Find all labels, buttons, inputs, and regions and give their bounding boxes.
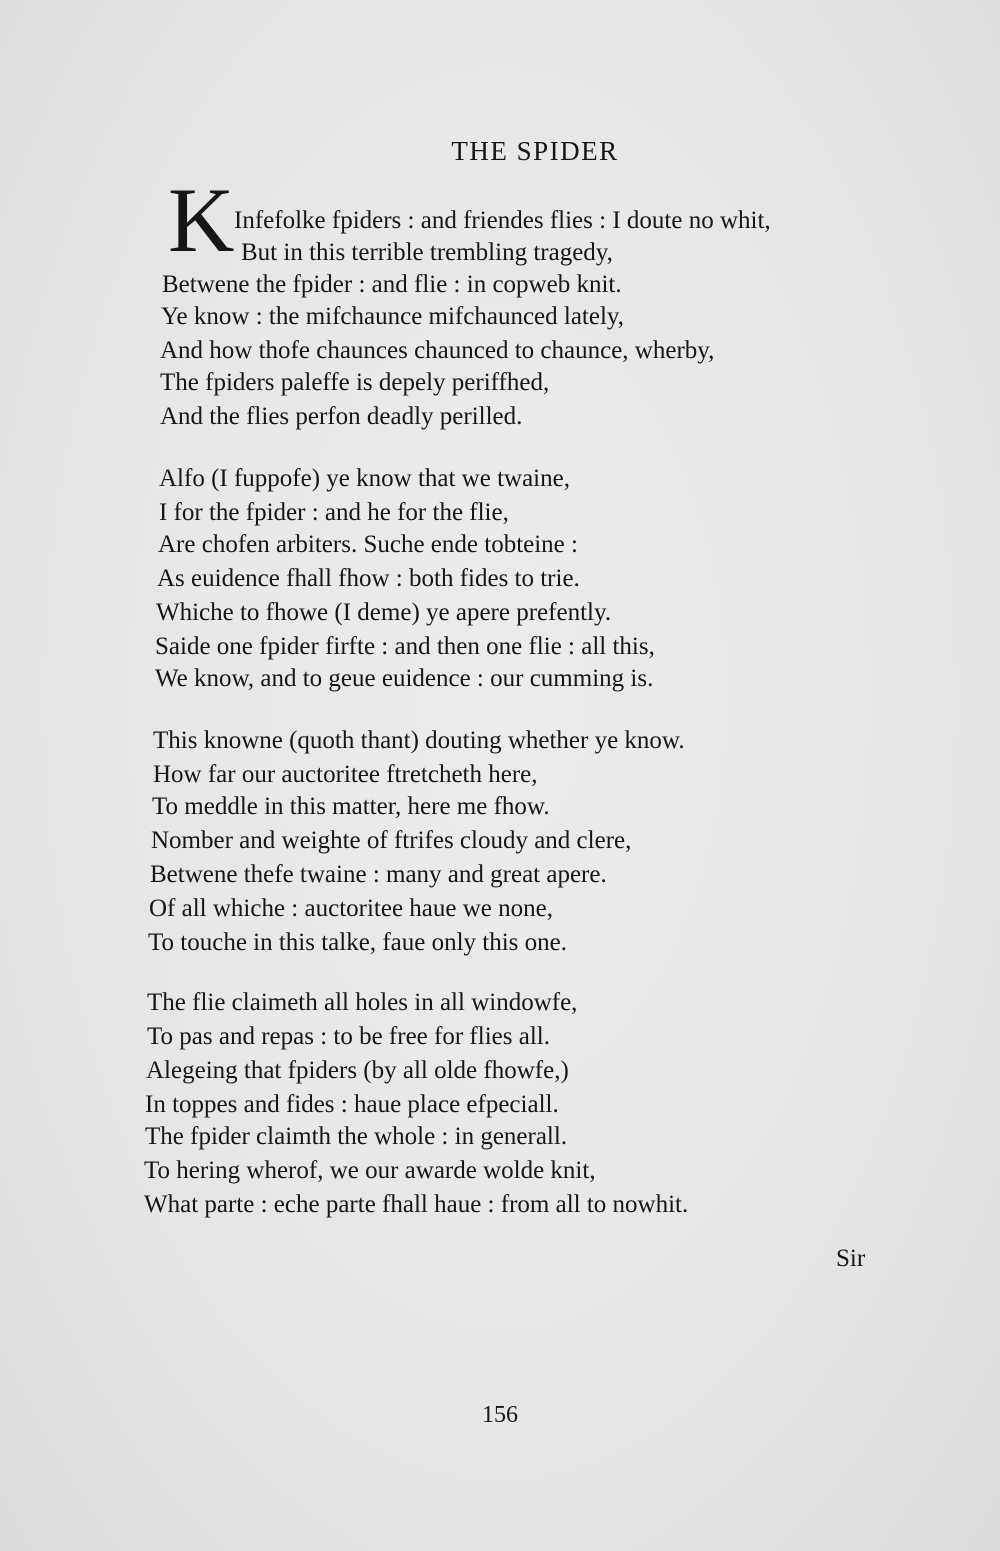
poem-line: To touche in this talke, faue only this one. xyxy=(148,929,567,956)
poem-line: Alfo (I fuppofe) ye know that we twaine, xyxy=(159,465,570,492)
poem-line: To meddle in this matter, here me fhow. xyxy=(152,793,550,820)
poem-line: Alegeing that fpiders (by all olde fhowfe,) xyxy=(146,1057,569,1084)
poem-line: Infefolke fpiders : and friendes flies : I doute no whit, xyxy=(234,207,771,234)
poem-line: I for the fpider : and he for the flie, xyxy=(159,499,509,526)
poem-line: How far our auctoritee ftretcheth here, xyxy=(153,761,538,788)
poem-line: We know, and to geue euidence : our cumming is. xyxy=(155,665,654,692)
catchword: Sir xyxy=(836,1245,866,1272)
poem-line: Ye know : the mifchaunce mifchaunced lately, xyxy=(161,303,625,330)
poem-line: As euidence fhall fhow : both fides to trie. xyxy=(157,565,580,592)
poem-line: Nomber and weighte of ftrifes cloudy and clere, xyxy=(151,827,632,854)
poem-line: The flie claimeth all holes in all windowfe, xyxy=(147,989,578,1016)
poem-line: Whiche to fhowe (I deme) ye apere prefently. xyxy=(156,599,612,626)
poem-line: But in this terrible trembling tragedy, xyxy=(241,239,613,266)
page-number: 156 xyxy=(482,1402,518,1428)
poem-line: To pas and repas : to be free for flies all. xyxy=(147,1023,550,1050)
poem-line: Are chofen arbiters. Suche ende tobteine : xyxy=(158,531,578,558)
poem-line: To hering wherof, we our awarde wolde knit, xyxy=(144,1157,596,1184)
poem-line: Of all whiche : auctoritee haue we none, xyxy=(149,895,553,922)
poem-line: This knowne (quoth thant) douting whether ye know. xyxy=(153,727,685,754)
poem-line: Saide one fpider firfte : and then one flie : all this, xyxy=(155,633,655,660)
poem-line: And the flies perfon deadly perilled. xyxy=(160,403,523,430)
poem-line: And how thofe chaunces chaunced to chaunce, wherby, xyxy=(160,337,715,364)
page-title: THE SPIDER xyxy=(451,136,619,166)
poem-line: Betwene the fpider : and flie : in copweb knit. xyxy=(162,271,622,298)
poem-line: Betwene thefe twaine : many and great apere. xyxy=(150,861,607,888)
poem-line: In toppes and fides : haue place efpeciall. xyxy=(145,1091,559,1118)
poem-line: What parte : eche parte fhall haue : from all to nowhit. xyxy=(144,1191,689,1218)
poem-line: The fpiders paleffe is depely periffhed, xyxy=(160,369,550,396)
drop-cap: K xyxy=(168,169,235,271)
poem-line: The fpider claimth the whole : in generall. xyxy=(145,1123,568,1150)
